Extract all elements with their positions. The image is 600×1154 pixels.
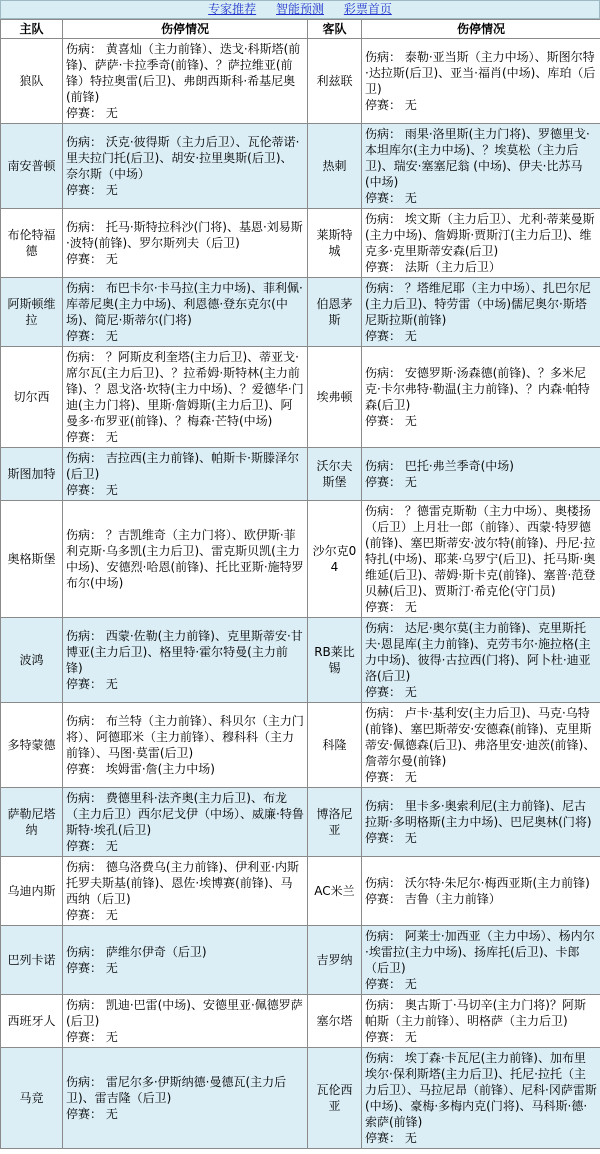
away-team-name: 伯恩茅斯	[308, 278, 362, 347]
away-injury-text: 伤病： ？德雷克斯勒（主力中场）、奥楼扬（后卫）上月壮一郎（前锋）、西蒙·特罗德(前锋)、塞巴斯蒂安·波尔特(前锋)、丹尼·拉特扎(中场)、耶莱·乌罗宁(后卫)、托马斯·奥维延(后卫)、蒂姆·斯卡克(前锋)、塞普·范登贝赫(后卫)、贾斯汀·希克伦(守门员)	[365, 504, 596, 598]
table-row	[1, 209, 600, 278]
home-injury-text: 伤病： 雷尼尔多·伊斯纳德·曼德瓦(主力后卫)、雷吉隆（后卫)	[66, 1075, 287, 1105]
away-team-name: 埃弗顿	[308, 347, 362, 448]
home-injury-cell	[63, 501, 308, 618]
home-injury-cell	[63, 39, 308, 124]
home-team-name: 乌迪内斯	[1, 857, 63, 926]
home-team-name: 波鸿	[1, 618, 63, 703]
away-injury-text: 伤病： 沃尔特·朱尼尔·梅西亚斯(主力前锋)	[365, 876, 590, 890]
away-injury-text: 伤病： 埃丁森·卡瓦尼(主力前锋)、加布里埃尔·保利斯塔(主力后卫)、托尼·拉托（主力后卫）、马拉尼昂（前锋）、尼科·冈萨雷斯(中场)、豪梅·多梅内克(门将)、马科斯·德·索萨(前锋)	[365, 1051, 597, 1129]
home-injury-cell	[63, 926, 308, 995]
home-team-name: 萨勒尼塔纳	[1, 788, 63, 857]
table-row	[1, 618, 600, 703]
home-suspension-text: 停赛： 无	[66, 961, 118, 975]
away-injury-text: 伤病： 巴托·弗兰季奇(中场)	[365, 459, 514, 473]
away-suspension-text: 停赛： 无	[365, 1030, 417, 1044]
away-suspension-text: 停赛： 法斯（主力后卫）	[365, 260, 501, 274]
home-injury-text: 伤病： 吉拉西(主力前锋)、帕斯卡·斯滕泽尔(后卫)	[66, 451, 299, 481]
home-injury-text: 伤病： 托马·斯特拉科沙(门将)、基恩·刘易斯·波特(前锋)、罗尔斯列夫（后卫)	[66, 220, 303, 250]
away-suspension-text: 停赛： 无	[365, 770, 417, 784]
home-injury-cell	[63, 788, 308, 857]
home-injury-cell	[63, 124, 308, 209]
home-team-name: 奥格斯堡	[1, 501, 63, 618]
home-injury-text: 伤病： 布兰特（主力前锋）、科贝尔（主力门将）、阿德耶米（主力前锋）、穆科科（主力前锋）、马图·莫雷(后卫)	[66, 714, 304, 760]
home-suspension-text: 停赛： 无	[66, 183, 118, 197]
home-injury-text: 伤病： 黄喜灿（主力前锋）、迭戈·科斯塔(前锋)、萨萨·卡拉季奇(前锋)、？萨拉维亚(前锋）特拉奥雷(后卫)、弗朗西斯科·希基尼奥(前锋)	[66, 42, 301, 104]
table-row	[1, 703, 600, 788]
home-injury-text: 伤病： 萨维尔伊奇（后卫)	[66, 945, 207, 959]
home-injury-cell	[63, 703, 308, 788]
home-injury-text: 伤病： 凯迪·巴雷(中场)、安德里亚·佩德罗萨(后卫)	[66, 998, 303, 1028]
nav-link-lottery-home[interactable]: 彩票首页	[343, 2, 392, 16]
home-team-name: 马竞	[1, 1048, 63, 1149]
away-suspension-text: 停赛： 无	[365, 1131, 417, 1145]
table-row	[1, 347, 600, 448]
home-team-name: 切尔西	[1, 347, 63, 448]
away-injury-text: 伤病： 雨果·洛里斯(主力门将)、罗德里戈·本坦库尔(主力中场)、？埃莫松（主力后卫)、瑞安·塞塞尼翁 (中场)、伊夫·比苏马(中场)	[365, 127, 590, 189]
away-injury-cell	[362, 278, 600, 347]
home-injury-text: 伤病： 布巴卡尔·卡马拉(主力中场)、菲利佩·库蒂尼奥(主力中场)、利恩德·登东克尔(中场)、简尼·斯蒂尔(门将)	[66, 281, 303, 327]
away-team-name: 利兹联	[308, 39, 362, 124]
away-injury-text: 伤病： 埃文斯（主力后卫）、尤利·蒂莱曼斯(主力中场)、詹姆斯·贾斯汀(主力后卫)、维克多·克里斯蒂安森(后卫)	[365, 212, 595, 258]
home-suspension-text: 停赛： 埃姆雷·詹(主力中场)	[66, 762, 215, 776]
away-suspension-text: 停赛： 无	[365, 475, 417, 489]
header-home-injury: 伤停情况	[63, 20, 308, 39]
away-injury-text: 伤病： 安德罗斯·汤森德(前锋)、？多米尼克·卡尔弗特·勒温(主力前锋)、？内森·帕特森(后卫)	[365, 366, 590, 412]
home-injury-text: 伤病： ？阿斯皮利奎塔(主力后卫)、蒂亚戈·席尔瓦(主力后卫)、？拉希姆·斯特林(主力前锋)、？恩戈洛·坎特(主力中场)、？爱德华·门迪(主力门将)、里斯·詹姆斯(主力后卫)、阿曼多·布罗亚(前锋)、？梅森·芒特(中场)	[66, 350, 304, 428]
away-suspension-text: 停赛： 吉鲁（主力前锋）	[365, 892, 501, 906]
away-suspension-text: 停赛： 无	[365, 98, 417, 112]
table-body	[1, 39, 600, 1149]
away-team-name: RB莱比锡	[308, 618, 362, 703]
home-injury-cell	[63, 209, 308, 278]
home-team-name: 南安普顿	[1, 124, 63, 209]
home-suspension-text: 停赛： 无	[66, 908, 118, 922]
away-injury-cell	[362, 788, 600, 857]
table-row	[1, 278, 600, 347]
away-injury-text: 伤病： 卢卡·基利安(主力后卫)、马克·乌特(前锋)、塞巴斯蒂安·安德森(前锋)、克里斯蒂安·佩德森(后卫)、弗洛里安·迪茨(前锋)、詹蒂尔曼(前锋)	[365, 706, 596, 768]
home-team-name: 斯图加特	[1, 448, 63, 501]
home-suspension-text: 停赛： 无	[66, 430, 118, 444]
home-injury-cell	[63, 448, 308, 501]
home-injury-text: 伤病： 费德里科·法齐奥(主力后卫)、布龙（主力后卫）西尔尼戈伊（中场）、威廉·特鲁斯特·埃孔(后卫)	[66, 791, 304, 837]
home-suspension-text: 停赛： 无	[66, 329, 118, 343]
away-injury-text: 伤病： 奥古斯丁·马切辛(主力门将)？阿斯帕斯（主力前锋）、明格萨（主力后卫)	[365, 998, 586, 1028]
header-away-team: 客队	[308, 20, 362, 39]
header-home-team: 主队	[1, 20, 63, 39]
away-injury-cell	[362, 926, 600, 995]
top-navigation	[0, 0, 600, 19]
injury-table	[0, 19, 600, 1149]
away-suspension-text: 停赛： 无	[365, 191, 417, 205]
away-team-name: 吉罗纳	[308, 926, 362, 995]
home-suspension-text: 停赛： 无	[66, 1107, 118, 1121]
away-injury-cell	[362, 39, 600, 124]
home-injury-cell	[63, 857, 308, 926]
away-suspension-text: 停赛： 无	[365, 600, 417, 614]
home-injury-cell	[63, 278, 308, 347]
away-injury-text: 伤病： 达尼·奥尔莫(主力前锋)、克里斯托夫·恩昆库(主力前锋)、克劳韦尔·施拉格(主力中场)、彼得·古拉西(门将)、阿卜杜·迪亚洛(后卫)	[365, 621, 591, 683]
away-injury-cell	[362, 347, 600, 448]
table-row	[1, 788, 600, 857]
away-team-name: 塞尔塔	[308, 995, 362, 1048]
home-team-name: 狼队	[1, 39, 63, 124]
away-injury-cell	[362, 618, 600, 703]
table-row	[1, 995, 600, 1048]
table-header-row	[1, 20, 600, 39]
home-injury-cell	[63, 1048, 308, 1149]
away-team-name: 热刺	[308, 124, 362, 209]
away-injury-cell	[362, 1048, 600, 1149]
away-injury-text: 伤病： 阿莱士·加西亚（主力中场）、杨内尔·埃雷拉(主力中场)、扬库托(后卫)、卡郎（后卫)	[365, 929, 595, 975]
home-suspension-text: 停赛： 无	[66, 1030, 118, 1044]
home-team-name: 阿斯顿维拉	[1, 278, 63, 347]
away-team-name: 沃尔夫斯堡	[308, 448, 362, 501]
home-suspension-text: 停赛： 无	[66, 677, 118, 691]
home-injury-cell	[63, 347, 308, 448]
table-row	[1, 124, 600, 209]
table-row	[1, 1048, 600, 1149]
home-suspension-text: 停赛： 无	[66, 483, 118, 497]
away-injury-text: 伤病： ？塔维尼耶（主力中场）、扎巴尔尼(主力后卫)、特劳雷（中场)儒尼奥尔·斯塔尼斯拉斯(前锋)	[365, 281, 591, 327]
away-suspension-text: 停赛： 无	[365, 329, 417, 343]
home-injury-cell	[63, 995, 308, 1048]
away-injury-cell	[362, 703, 600, 788]
nav-link-prediction[interactable]: 智能预测	[275, 2, 324, 16]
home-injury-text: 伤病： ？吉凯维奇（主力门将）、欧伊斯·菲利克斯·乌多凯(主力后卫)、雷克斯贝凯(主力中场)、安德烈·哈恩(前锋)、托比亚斯·施特罗布尔(中场)	[66, 528, 304, 590]
away-injury-text: 伤病： 里卡多·奥索利尼(主力前锋)、尼古拉斯·多明格斯(主力中场)、巴尼奥林(门将)	[365, 799, 592, 829]
away-injury-text: 伤病： 泰勒·亚当斯（主力中场）、斯图尔特·达拉斯(后卫)、亚当·福肖(中场)、库珀（后卫)	[365, 50, 596, 96]
away-suspension-text: 停赛： 无	[365, 831, 417, 845]
home-suspension-text: 停赛： 无	[66, 106, 118, 120]
table-row	[1, 926, 600, 995]
home-injury-cell	[63, 618, 308, 703]
away-suspension-text: 停赛： 无	[365, 977, 417, 991]
away-team-name: AC米兰	[308, 857, 362, 926]
home-team-name: 西班牙人	[1, 995, 63, 1048]
home-team-name: 多特蒙德	[1, 703, 63, 788]
away-team-name: 莱斯特城	[308, 209, 362, 278]
home-team-name: 布伦特福德	[1, 209, 63, 278]
home-suspension-text: 停赛： 无	[66, 839, 118, 853]
away-injury-cell	[362, 209, 600, 278]
table-row	[1, 857, 600, 926]
away-team-name: 博洛尼亚	[308, 788, 362, 857]
header-away-injury: 伤停情况	[362, 20, 600, 39]
away-suspension-text: 停赛： 无	[365, 685, 417, 699]
away-team-name: 瓦伦西亚	[308, 1048, 362, 1149]
home-team-name: 巴列卡诺	[1, 926, 63, 995]
away-team-name: 沙尔克04	[308, 501, 362, 618]
away-injury-cell	[362, 124, 600, 209]
home-injury-text: 伤病： 沃克·彼得斯（主力后卫）、瓦伦蒂诺·里夫拉门托(后卫)、胡安·拉里奥斯(后卫)、奈尔斯（中场）	[66, 135, 300, 181]
home-injury-text: 伤病： 西蒙·佐勒(主力前锋)、克里斯蒂安·甘博亚(主力后卫)、格里特·霍尔特曼(主力前锋)	[66, 629, 303, 675]
home-injury-text: 伤病： 德乌洛费乌(主力前锋)、伊利亚·内斯托罗夫斯基(前锋)、恩佐·埃博赛(前锋)、马西纳（后卫)	[66, 860, 299, 906]
away-suspension-text: 停赛： 无	[365, 414, 417, 428]
away-injury-cell	[362, 995, 600, 1048]
nav-link-expert[interactable]: 专家推荐	[208, 2, 257, 16]
table-row	[1, 448, 600, 501]
away-injury-cell	[362, 857, 600, 926]
home-suspension-text: 停赛： 无	[66, 252, 118, 266]
away-injury-cell	[362, 448, 600, 501]
away-injury-cell	[362, 501, 600, 618]
away-team-name: 科隆	[308, 703, 362, 788]
table-row	[1, 39, 600, 124]
table-row	[1, 501, 600, 618]
